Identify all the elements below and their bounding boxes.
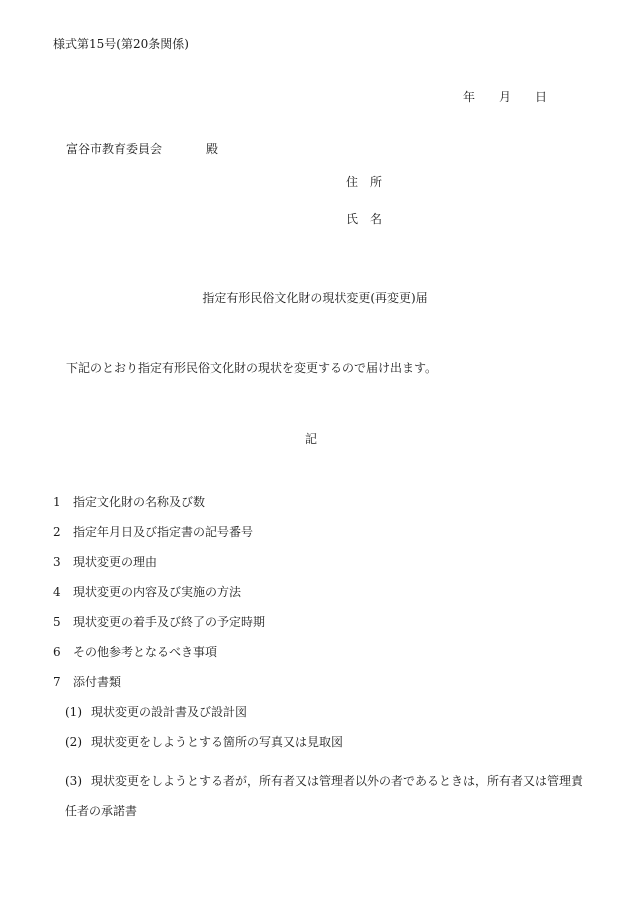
item-number: 3 (53, 555, 61, 569)
attachment-number: (2) (65, 735, 82, 749)
attachment-item (53, 706, 593, 736)
item-text: 現状変更の内容及び実施の方法 (73, 585, 242, 599)
date-day-label: 日 (535, 90, 548, 104)
date-month-label: 月 (499, 90, 512, 104)
date-line (463, 91, 547, 103)
attachment-text: 現状変更をしようとする者が，所有者又は管理者以外の者であるときは，所有者又は管理責任者の承諾書 (65, 774, 584, 818)
addressee-name: 富谷市教育委員会 (66, 142, 163, 156)
applicant-name-label: 氏 名 (346, 212, 383, 226)
item-text: 指定文化財の名称及び数 (73, 495, 206, 509)
item-number: 4 (53, 585, 61, 599)
attachment-text: 現状変更の設計書及び設計図 (91, 705, 248, 719)
list-item (53, 676, 593, 706)
attachment-text: 現状変更をしようとする箇所の写真又は見取図 (91, 735, 344, 749)
list-item (53, 616, 593, 646)
item-number: 1 (53, 495, 61, 509)
item-text: 現状変更の着手及び終了の予定時期 (73, 615, 266, 629)
item-text: 現状変更の理由 (73, 555, 158, 569)
item-number: 7 (53, 675, 61, 689)
document-statement: 下記のとおり指定有形民俗文化財の現状を変更するので届け出ます。 (66, 361, 438, 375)
item-number: 5 (53, 615, 61, 629)
list-item (53, 586, 593, 616)
addressee-honorific: 殿 (206, 142, 219, 156)
attachment-item (53, 736, 593, 766)
attachment-number: (3) (65, 774, 82, 788)
attachment-number: (1) (65, 705, 82, 719)
list-item (53, 496, 593, 526)
item-number: 2 (53, 525, 61, 539)
list-item (53, 526, 593, 556)
item-text: 指定年月日及び指定書の記号番号 (73, 525, 254, 539)
applicant-address-label: 住 所 (346, 175, 383, 189)
attachment-item (53, 766, 593, 826)
date-year-label: 年 (463, 90, 476, 104)
list-item (53, 556, 593, 586)
item-list (53, 496, 593, 826)
form-number: 様式第15号(第20条関係) (53, 37, 189, 51)
addressee (66, 143, 218, 155)
document-title: 指定有形民俗文化財の現状変更(再変更)届 (202, 291, 428, 305)
item-number: 6 (53, 645, 61, 659)
item-text: 添付書類 (73, 675, 122, 689)
item-text: その他参考となるべき事項 (73, 645, 218, 659)
list-item (53, 646, 593, 676)
ki-heading: 記 (304, 432, 317, 446)
